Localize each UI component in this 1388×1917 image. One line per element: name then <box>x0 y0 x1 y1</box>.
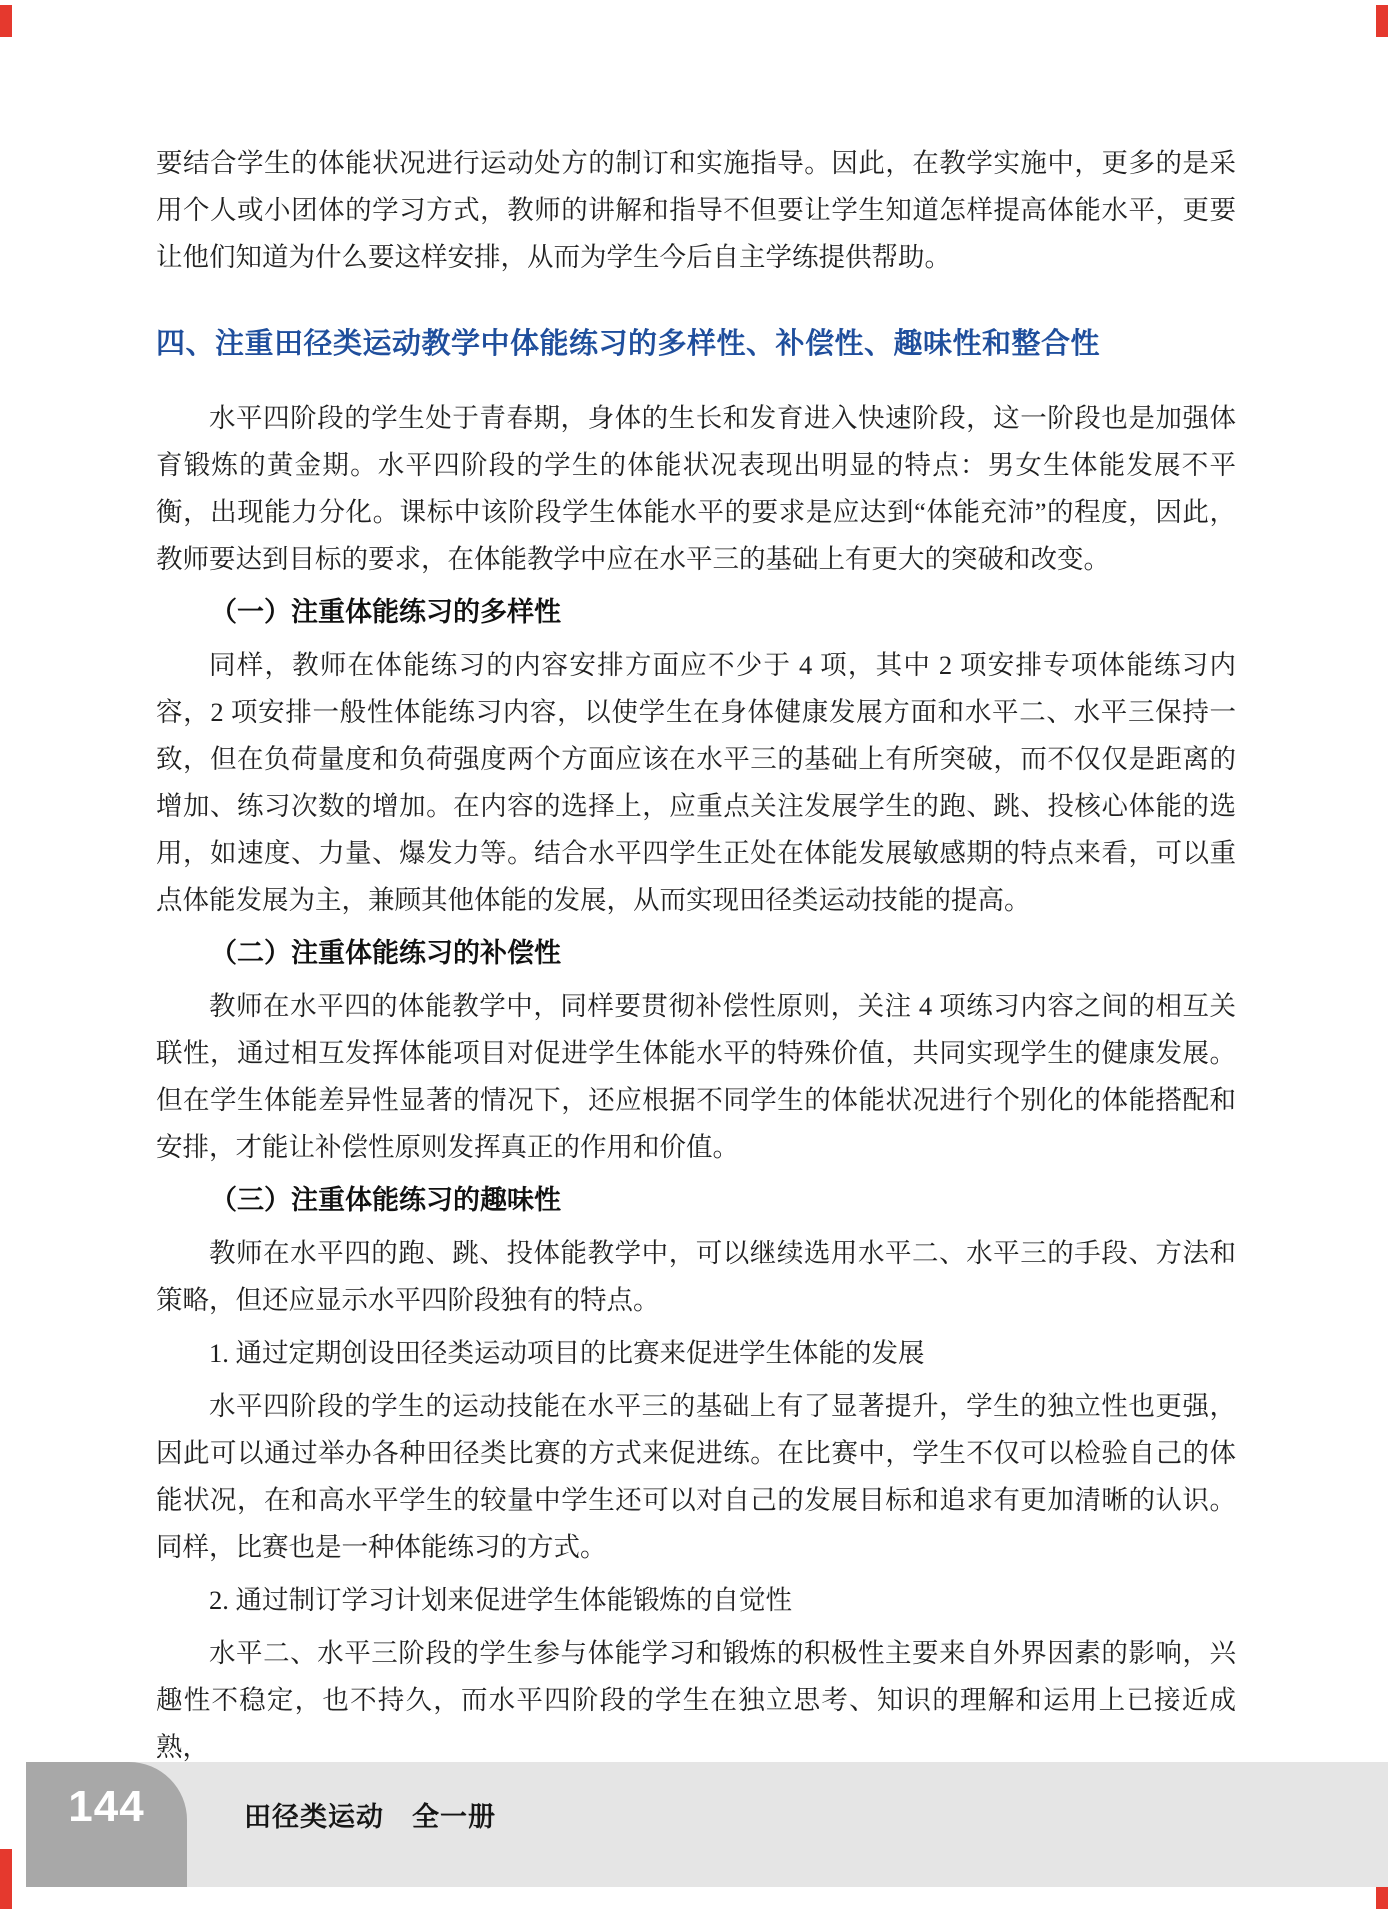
numbered-item-1: 1. 通过定期创设田径类运动项目的比赛来促进学生体能的发展 <box>209 1338 925 1368</box>
subsection-heading-3: （三）注重体能练习的趣味性 <box>210 1185 561 1215</box>
paragraph: 水平四阶段的学生的运动技能在水平三的基础上有了显著提升，学生的独立性也更强，因此可以通过举办各种田径类比赛的方式来促进练。在比赛中，学生不仅可以检验自己的体能状况，在和高水平学生的较量中学生还可以对自己的发展目标和追求有更加清晰的认识。同样，比赛也是一种体能练习的方式。 <box>156 1391 1236 1562</box>
paragraph: 同样，教师在体能练习的内容安排方面应不少于 4 项，其中 2 项安排专项体能练习内容，2 项安排一般性体能练习内容，以使学生在身体健康发展方面和水平二、水平三保持一致，但在负荷量度和负荷强度两个方面应该在水平三的基础上有所突破，而不仅仅是距离的增加、练习次数的增加。在内容的选择上，应重点关注发展学生的跑、跳、投核心体能的选用，如速度、力量、爆发力等。结合水平四学生正处在体能发展敏感期的特点来看，可以重点体能发展为主，兼顾其他体能的发展，从而实现田径类运动技能的提高。 <box>156 650 1236 915</box>
section-heading: 四、注重田径类运动教学中体能练习的多样性、补偿性、趣味性和整合性 <box>156 328 1101 360</box>
page-edge-mark-top-left <box>0 5 12 37</box>
numbered-item-2: 2. 通过制订学习计划来促进学生体能锻炼的自觉性 <box>209 1585 792 1615</box>
page-footer <box>26 1762 1388 1887</box>
paragraph: 教师在水平四的跑、跳、投体能教学中，可以继续选用水平二、水平三的手段、方法和策略，但还应显示水平四阶段独有的特点。 <box>156 1238 1236 1315</box>
page-content <box>156 140 1236 1771</box>
book-title: 田径类运动 全一册 <box>244 1802 496 1832</box>
paragraph: 教师在水平四的体能教学中，同样要贯彻补偿性原则，关注 4 项练习内容之间的相互关联性，通过相互发挥体能项目对促进学生体能水平的特殊价值，共同实现学生的健康发展。但在学生体能差异性显著的情况下，还应根据不同学生的体能状况进行个别化的体能搭配和安排，才能让补偿性原则发挥真正的作用和价值。 <box>156 991 1236 1162</box>
paragraph: 水平四阶段的学生处于青春期，身体的生长和发育进入快速阶段，这一阶段也是加强体育锻炼的黄金期。水平四阶段的学生的体能状况表现出明显的特点：男女生体能发展不平衡，出现能力分化。课标中该阶段学生体能水平的要求是应达到“体能充沛”的程度，因此，教师要达到目标的要求，在体能教学中应在水平三的基础上有更大的突破和改变。 <box>156 403 1236 574</box>
page-edge-mark-bottom-left <box>0 1849 12 1909</box>
subsection-heading-2: （二）注重体能练习的补偿性 <box>210 938 561 968</box>
paragraph: 水平二、水平三阶段的学生参与体能学习和锻炼的积极性主要来自外界因素的影响，兴趣性不稳定，也不持久，而水平四阶段的学生在独立思考、知识的理解和运用上已接近成熟， <box>156 1638 1236 1762</box>
page-number: 144 <box>68 1782 145 1831</box>
paragraph-continuation: 要结合学生的体能状况进行运动处方的制订和实施指导。因此，在教学实施中，更多的是采用个人或小团体的学习方式，教师的讲解和指导不但要让学生知道怎样提高体能水平，更要让他们知道为什么要这样安排，从而为学生今后自主学练提供帮助。 <box>156 148 1236 272</box>
page-edge-mark-top-right <box>1376 5 1388 37</box>
subsection-heading-1: （一）注重体能练习的多样性 <box>210 597 561 627</box>
page-number-box <box>26 1762 187 1887</box>
